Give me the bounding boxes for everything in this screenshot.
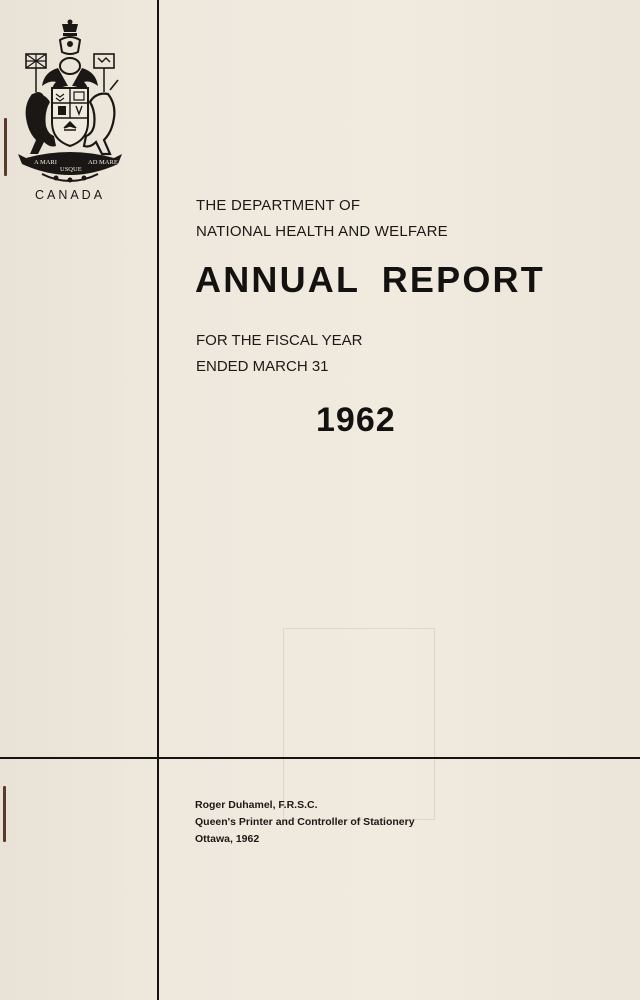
binding-mark-top <box>4 118 7 176</box>
imprint-line-3: Ottawa, 1962 <box>195 833 260 845</box>
horizontal-rule <box>0 757 640 759</box>
report-title: ANNUAL REPORT <box>195 259 545 300</box>
binding-mark-bottom <box>3 786 6 842</box>
department-line-2: NATIONAL HEALTH AND WELFARE <box>196 223 448 240</box>
imprint-line-2: Queen's Printer and Controller of Stationery <box>195 816 415 828</box>
motto-center-label: USQUE <box>60 166 82 173</box>
report-year: 1962 <box>316 401 396 439</box>
motto-right-label: AD MARE <box>88 159 118 166</box>
motto-left-label: A MARI <box>34 159 57 166</box>
fiscal-line-2: ENDED MARCH 31 <box>196 358 329 375</box>
imprint-line-1: Roger Duhamel, F.R.S.C. <box>195 799 318 811</box>
fiscal-period <box>196 328 362 380</box>
department-line-1: THE DEPARTMENT OF <box>196 197 361 214</box>
fiscal-line-1: FOR THE FISCAL YEAR <box>196 332 363 349</box>
department-heading <box>196 193 448 245</box>
publisher-imprint <box>195 797 415 848</box>
show-through-stamp <box>283 628 435 820</box>
coat-of-arms-icon <box>12 18 128 186</box>
country-label: CANADA <box>34 188 106 202</box>
vertical-rule <box>157 0 159 1000</box>
